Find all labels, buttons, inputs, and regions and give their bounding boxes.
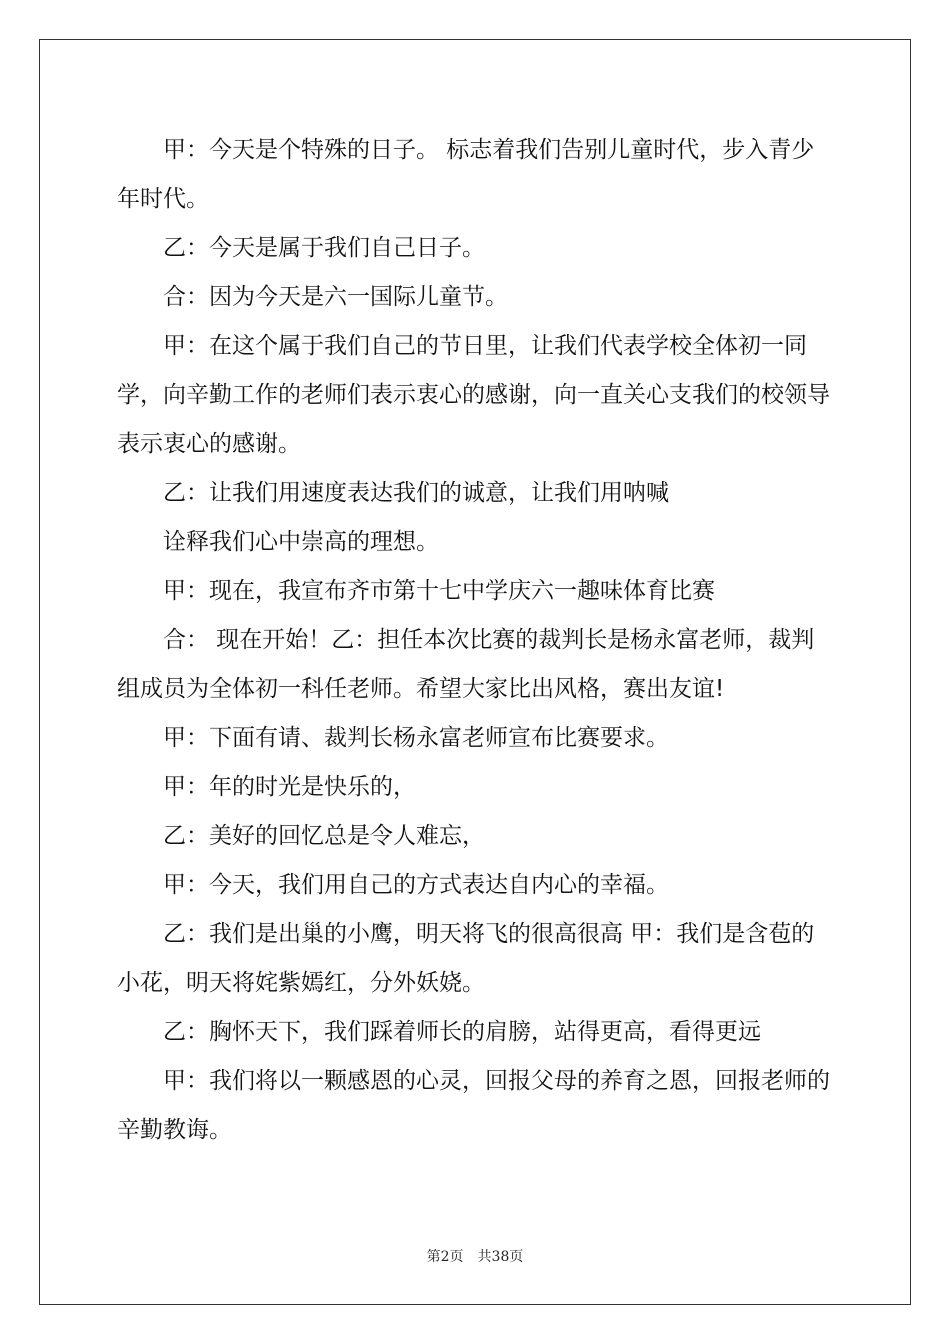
paragraph: 乙：让我们用速度表达我们的诚意，让我们用呐喊 — [163, 480, 669, 506]
document-body — [117, 126, 835, 1155]
paragraph: 甲：在这个属于我们自己的节日里，让我们代表学校全体初一同学，向辛勤工作的老师们表示衷心的感谢，向一直关心支我们的校领导表示衷心的感谢。 — [117, 333, 830, 457]
paragraph: 甲：年的时光是快乐的， — [163, 774, 416, 800]
paragraph: 甲：今天是个特殊的日子。 标志着我们告别儿童时代，步入青少年时代。 — [117, 137, 815, 212]
paragraph: 乙：美好的回忆总是令人难忘， — [163, 823, 485, 849]
paragraph: 合： 现在开始！乙：担任本次比赛的裁判长是杨永富老师，裁判组成员为全体初一科任老师。希望大家比出风格，赛出友谊! — [117, 627, 815, 702]
paragraph: 甲：今天，我们用自己的方式表达自内心的幸福。 — [163, 872, 669, 898]
paragraph: 乙：我们是出巢的小鹰，明天将飞的很高很高 甲：我们是含苞的小花，明天将姹紫嫣红，分外妖娆。 — [117, 921, 815, 996]
paragraph: 乙：胸怀天下，我们踩着师长的肩膀，站得更高，看得更远 — [163, 1019, 761, 1045]
paragraph: 乙：今天是属于我们自己日子。 — [163, 235, 485, 261]
page-number-footer: 第2页 共38页 — [426, 1249, 524, 1265]
paragraph: 甲：我们将以一颗感恩的心灵，回报父母的养育之恩，回报老师的辛勤教诲。 — [117, 1068, 830, 1143]
paragraph: 甲：下面有请、裁判长杨永富老师宣布比赛要求。 — [163, 725, 669, 751]
paragraph: 合：因为今天是六一国际儿童节。 — [163, 284, 508, 310]
paragraph: 甲：现在，我宣布齐市第十七中学庆六一趣味体育比赛 — [163, 578, 715, 604]
paragraph: 诠释我们心中崇高的理想。 — [163, 529, 439, 555]
